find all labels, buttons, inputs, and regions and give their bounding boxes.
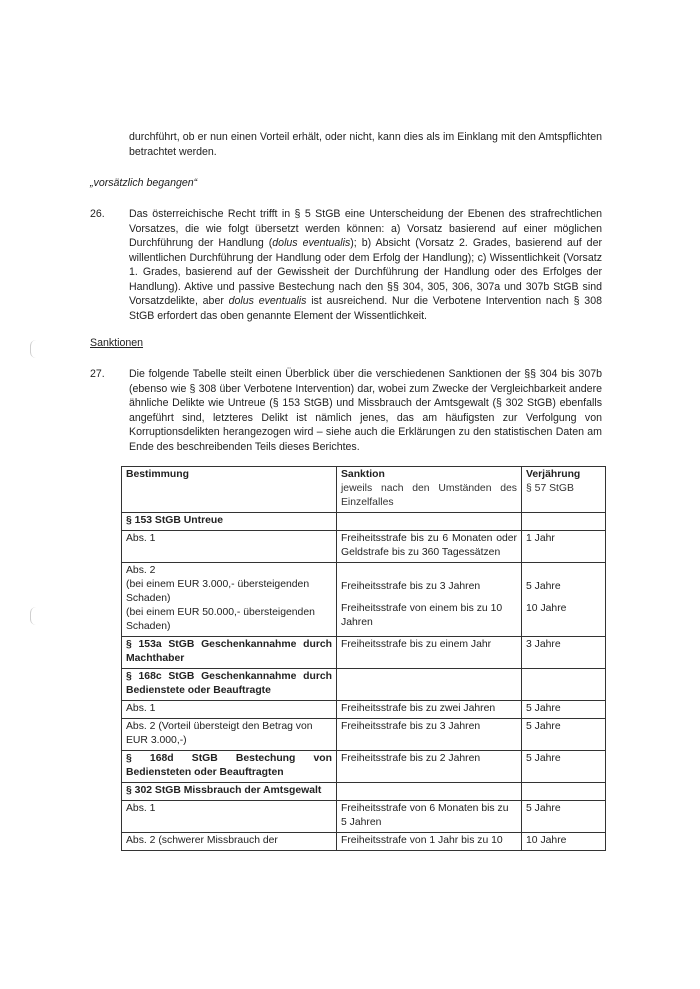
sanctions-table [121,466,606,851]
cell-sanktion: Freiheitsstrafe bis zu 2 Jahren [337,751,522,783]
cell-bestimmung-sub1: (bei einem EUR 3.000,- übersteigenden Schaden) [126,579,310,604]
empty-cell [522,513,606,531]
cell-bestimmung: § 168d StGB Bestechung von Bediensteten oder Beauftragten [122,751,337,783]
cell-verjaehrung: 5 Jahre [522,801,606,833]
header-verjaehrung [522,467,606,513]
cell-verjaehrung-sub1: 5 Jahre [526,581,561,592]
table-row [122,801,606,833]
cell-bestimmung: Abs. 2 (schwerer Missbrauch der [122,833,337,851]
cell-verjaehrung: 1 Jahr [522,531,606,563]
table-row [122,531,606,563]
cell-verjaehrung-sub2: 10 Jahre [526,603,567,614]
empty-cell [522,783,606,801]
cell-sanktion: Freiheitsstrafe bis zu 6 Monaten oder Geldstrafe bis zu 360 Tagessätzen [337,531,522,563]
header-verjaehrung-sub: § 57 StGB [526,483,574,494]
cell-sanktion-sub2: Freiheitsstrafe von einem bis zu 10 Jahren [341,603,503,628]
header-verjaehrung-title: Verjährung [526,469,581,480]
table-header-row [122,467,606,513]
header-bestimmung: Bestimmung [122,467,337,513]
cell-sanktion: Freiheitsstrafe bis zu 3 Jahren [337,719,522,751]
cell-verjaehrung: 5 Jahre [522,701,606,719]
table-row [122,563,606,637]
cell-sanktion: Freiheitsstrafe bis zu einem Jahr [337,637,522,669]
table-section-row [122,513,606,531]
section-168c: § 168c StGB Geschenkannahme durch Bedienstete oder Beauftragte [122,669,337,701]
paragraph-26 [129,207,602,323]
cell-bestimmung: Abs. 1 [122,701,337,719]
header-sanktion-sub: jeweils nach den Umständen des Einzelfalles [341,483,517,508]
table-section-row [122,669,606,701]
paragraph-27-number: 27. [90,368,105,380]
empty-cell [522,669,606,701]
scan-margin-mark [30,340,37,358]
cell-verjaehrung: 5 Jahre [522,719,606,751]
cell-verjaehrung: 3 Jahre [522,637,606,669]
paragraph-26-em2: dolus eventualis [228,295,307,307]
paragraph-26-em1: dolus eventualis [272,237,351,249]
section-153: § 153 StGB Untreue [122,513,337,531]
cell-verjaehrung: 5 Jahre [522,751,606,783]
paragraph-26-part2: ); b) Absicht (Vorsatz 2. Grades, basierend auf der willentlichen Durchführung der Handlung oder dem Erfolg der Handlung); c) Wissentlichkeit (Vorsatz 1. Grades, basierend auf der Gewissheit der Durchführung der Handlung oder des Erfolges der Handlung). Aktive und passive Bestechung nach den §§ 304, 305, 306, 307a und 307b StGB sind Vorsatzdelikte, aber [129,237,602,307]
header-sanktion-title: Sanktion [341,469,385,480]
header-sanktion [337,467,522,513]
table-row [122,719,606,751]
cell-sanktion: Freiheitsstrafe von 1 Jahr bis zu 10 [337,833,522,851]
paragraph-27: Die folgende Tabelle steilt einen Überblick über die verschiedenen Sanktionen der §§ 304 bis 307b (ebenso wie § 308 über Verbotene Intervention) dar, wobei zum Zwecke der Vergleichbarkeit andere ähnliche Delikte wie Untreue (§ 153 StGB) und Missbrauch der Amtsgewalt (§ 302 StGB) ebenfalls angeführt sind, letzteres Delikt ist nämlich jenes, das am häufigsten zur Verfolgung von Korruptionsdelikten herangezogen wird – siehe auch die Erklärungen zu den statistischen Daten am Ende des beschreibenden Teils dieses Berichtes. [129,368,602,453]
table-row [122,751,606,783]
table-row [122,701,606,719]
intro-continuation: durchführt, ob er nun einen Vorteil erhält, oder nicht, kann dies als im Einklang mit den Amtspflichten betrachtet werden. [129,131,602,158]
heading-sanktionen: Sanktionen [90,337,144,349]
table-row [122,833,606,851]
cell-bestimmung: Abs. 1 [122,531,337,563]
cell-bestimmung [122,563,337,637]
paragraph-26-part3: ist ausreichend. Nur die Verbotene Intervention nach § 308 StGB erfordert das oben genannte Element der Wissentlichkeit. [129,295,602,322]
paragraph-26-number: 26. [90,208,105,220]
section-302: § 302 StGB Missbrauch der Amtsgewalt [122,783,337,801]
empty-cell [337,783,522,801]
cell-bestimmung: § 153a StGB Geschenkannahme durch Machthaber [122,637,337,669]
cell-verjaehrung: 10 Jahre [522,833,606,851]
cell-sanktion: Freiheitsstrafe von 6 Monaten bis zu 5 Jahren [337,801,522,833]
cell-bestimmung-sub2: (bei einem EUR 50.000,- übersteigenden Schaden) [126,607,315,632]
empty-cell [337,669,522,701]
empty-cell [337,513,522,531]
cell-bestimmung-abs: Abs. 2 [126,565,156,576]
heading-vorsaetzlich: „vorsätzlich begangen“ [90,177,198,189]
cell-bestimmung: Abs. 2 (Vorteil übersteigt den Betrag von EUR 3.000,-) [122,719,337,751]
paragraph-26-part1: Das österreichische Recht trifft in § 5 StGB eine Unterscheidung der Ebenen des strafrechtlichen Vorsatzes, die wie folgt übersetzt werden können: a) Vorsatz basierend auf einer möglichen Durchführung der Handlung ( [129,208,602,249]
table-section-row [122,783,606,801]
cell-sanktion [337,563,522,637]
cell-sanktion: Freiheitsstrafe bis zu zwei Jahren [337,701,522,719]
cell-verjaehrung [522,563,606,637]
cell-bestimmung: Abs. 1 [122,801,337,833]
table-row [122,637,606,669]
cell-sanktion-sub1: Freiheitsstrafe bis zu 3 Jahren [341,581,481,592]
scan-margin-mark [30,607,37,625]
